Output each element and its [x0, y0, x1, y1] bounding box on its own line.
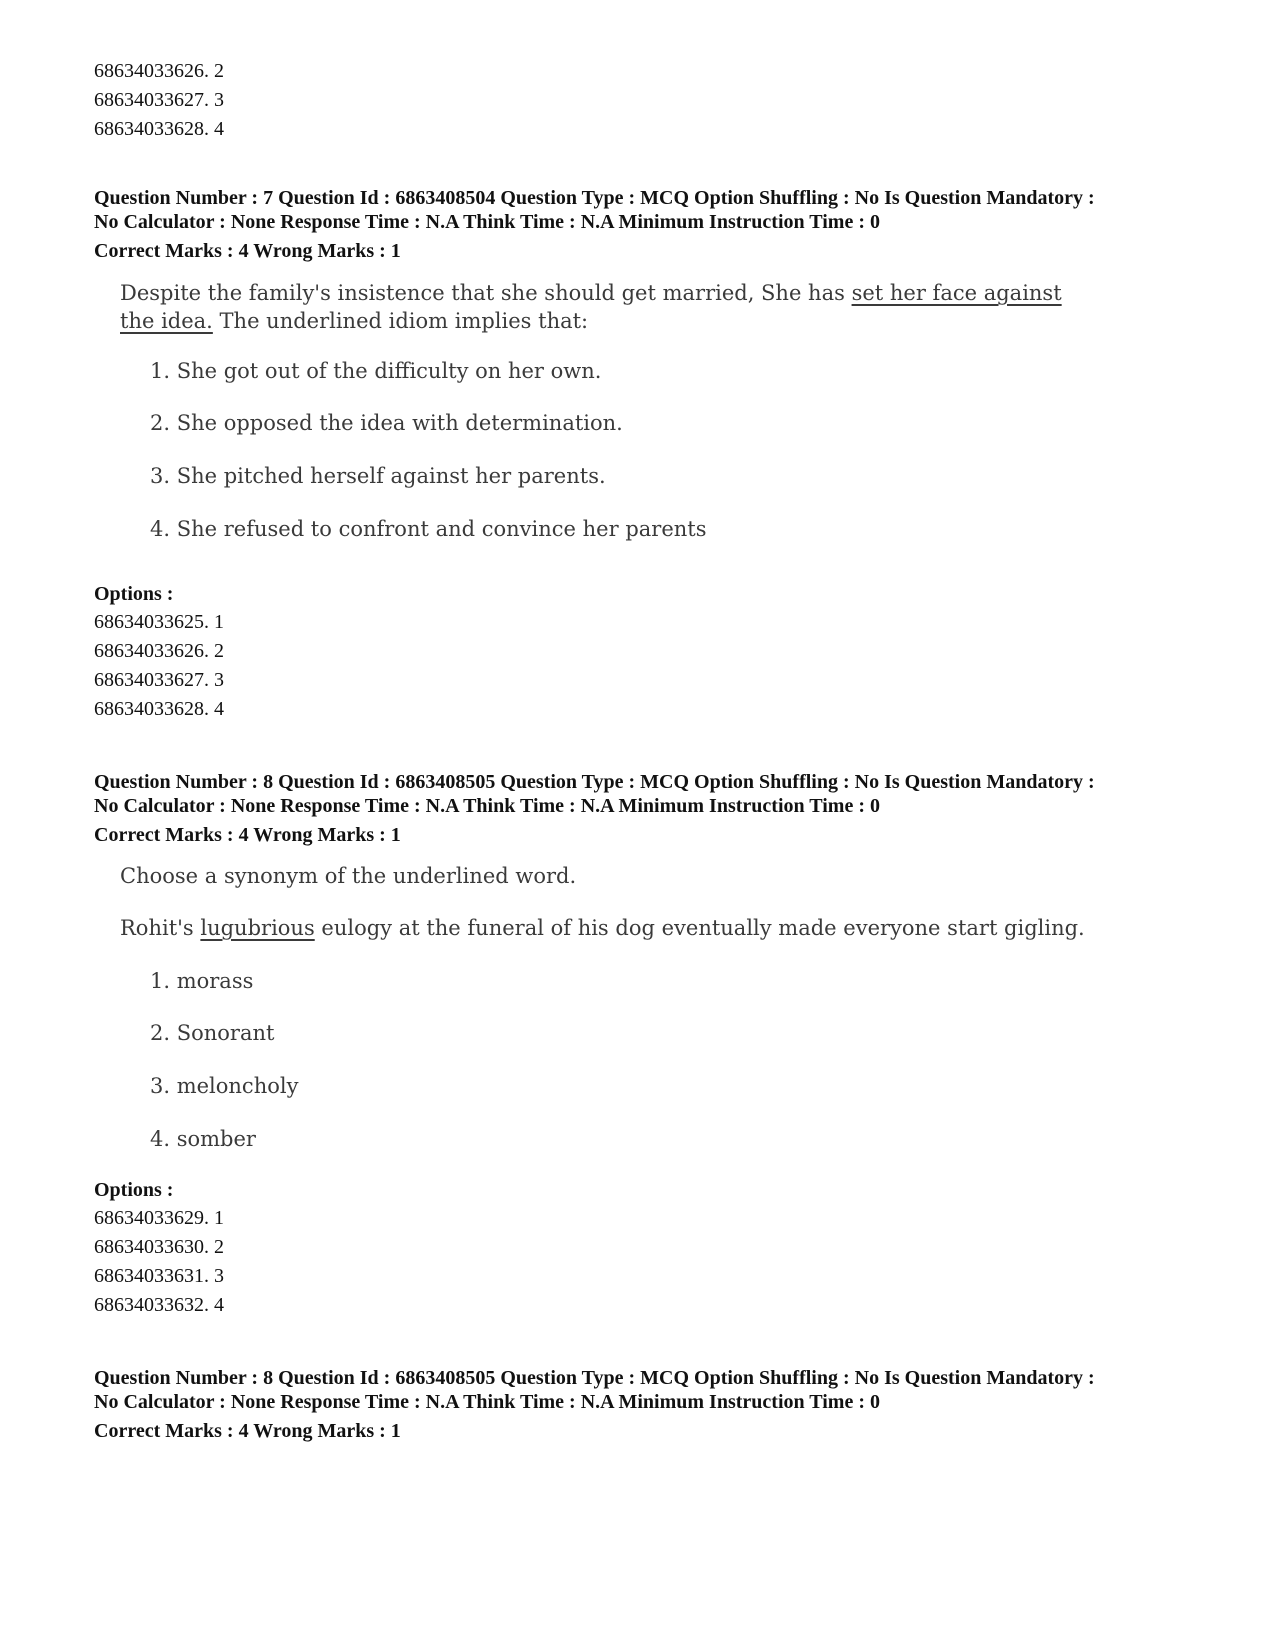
options-label: Options :: [94, 1179, 174, 1201]
option-item: 68634033628. 4: [94, 118, 224, 140]
question-sentence: Rohit's lugubrious eulogy at the funeral of his dog eventually made everyone start gigling.: [120, 916, 1085, 940]
question-instruction: Choose a synonym of the underlined word.: [120, 864, 577, 888]
meta-line: No Calculator : None Response Time : N.A Think Time : N.A Minimum Instruction Time : 0: [94, 211, 880, 233]
question-8-options: [94, 1204, 224, 1320]
prev-options-list: [94, 57, 224, 144]
option-item: 68634033625. 1: [94, 611, 224, 633]
question-7-options: [94, 608, 224, 724]
choice-item: 3. meloncholy: [150, 1074, 299, 1098]
choice-item: 1. She got out of the difficulty on her own.: [150, 359, 602, 383]
marks-line: Correct Marks : 4 Wrong Marks : 1: [94, 1420, 401, 1442]
option-item: 68634033626. 2: [94, 640, 224, 662]
options-label: Options :: [94, 583, 174, 605]
choice-item: 4. somber: [150, 1127, 256, 1151]
meta-line: Question Number : 8 Question Id : 6863408505 Question Type : MCQ Option Shuffling : No Is Question Mandatory :: [94, 771, 1095, 793]
choice-item: 1. morass: [150, 969, 254, 993]
choice-item: 4. She refused to confront and convince her parents: [150, 517, 707, 541]
choice-item: 3. She pitched herself against her parents.: [150, 464, 606, 488]
meta-line: Question Number : 7 Question Id : 6863408504 Question Type : MCQ Option Shuffling : No Is Question Mandatory :: [94, 187, 1095, 209]
question-stem: Despite the family's insistence that she should get married, She has set her face against the idea. The underlined idiom implies that:: [120, 281, 1062, 333]
question-7-body: [120, 279, 1120, 569]
meta-line: Question Number : 8 Question Id : 6863408505 Question Type : MCQ Option Shuffling : No Is Question Mandatory :: [94, 1367, 1095, 1389]
choice-item: 2. She opposed the idea with determination.: [150, 411, 623, 435]
option-item: 68634033629. 1: [94, 1207, 224, 1229]
marks-line: Correct Marks : 4 Wrong Marks : 1: [94, 824, 401, 846]
underlined-word: lugubrious: [200, 916, 315, 940]
option-item: 68634033631. 3: [94, 1265, 224, 1287]
question-7-meta: [94, 186, 1214, 263]
question-8-meta: [94, 770, 1214, 847]
option-item: 68634033628. 4: [94, 698, 224, 720]
option-item: 68634033627. 3: [94, 669, 224, 691]
choice-item: 2. Sonorant: [150, 1021, 275, 1045]
option-item: 68634033630. 2: [94, 1236, 224, 1258]
option-item: 68634033626. 2: [94, 60, 224, 82]
question-8-repeat-meta: [94, 1366, 1214, 1443]
option-item: 68634033627. 3: [94, 89, 224, 111]
meta-line: No Calculator : None Response Time : N.A Think Time : N.A Minimum Instruction Time : 0: [94, 1391, 880, 1413]
option-item: 68634033632. 4: [94, 1294, 224, 1316]
marks-line: Correct Marks : 4 Wrong Marks : 1: [94, 240, 401, 262]
underlined-idiom: set her face against the idea.: [120, 281, 1062, 333]
meta-line: No Calculator : None Response Time : N.A Think Time : N.A Minimum Instruction Time : 0: [94, 795, 880, 817]
question-8-body: [120, 862, 1120, 1162]
